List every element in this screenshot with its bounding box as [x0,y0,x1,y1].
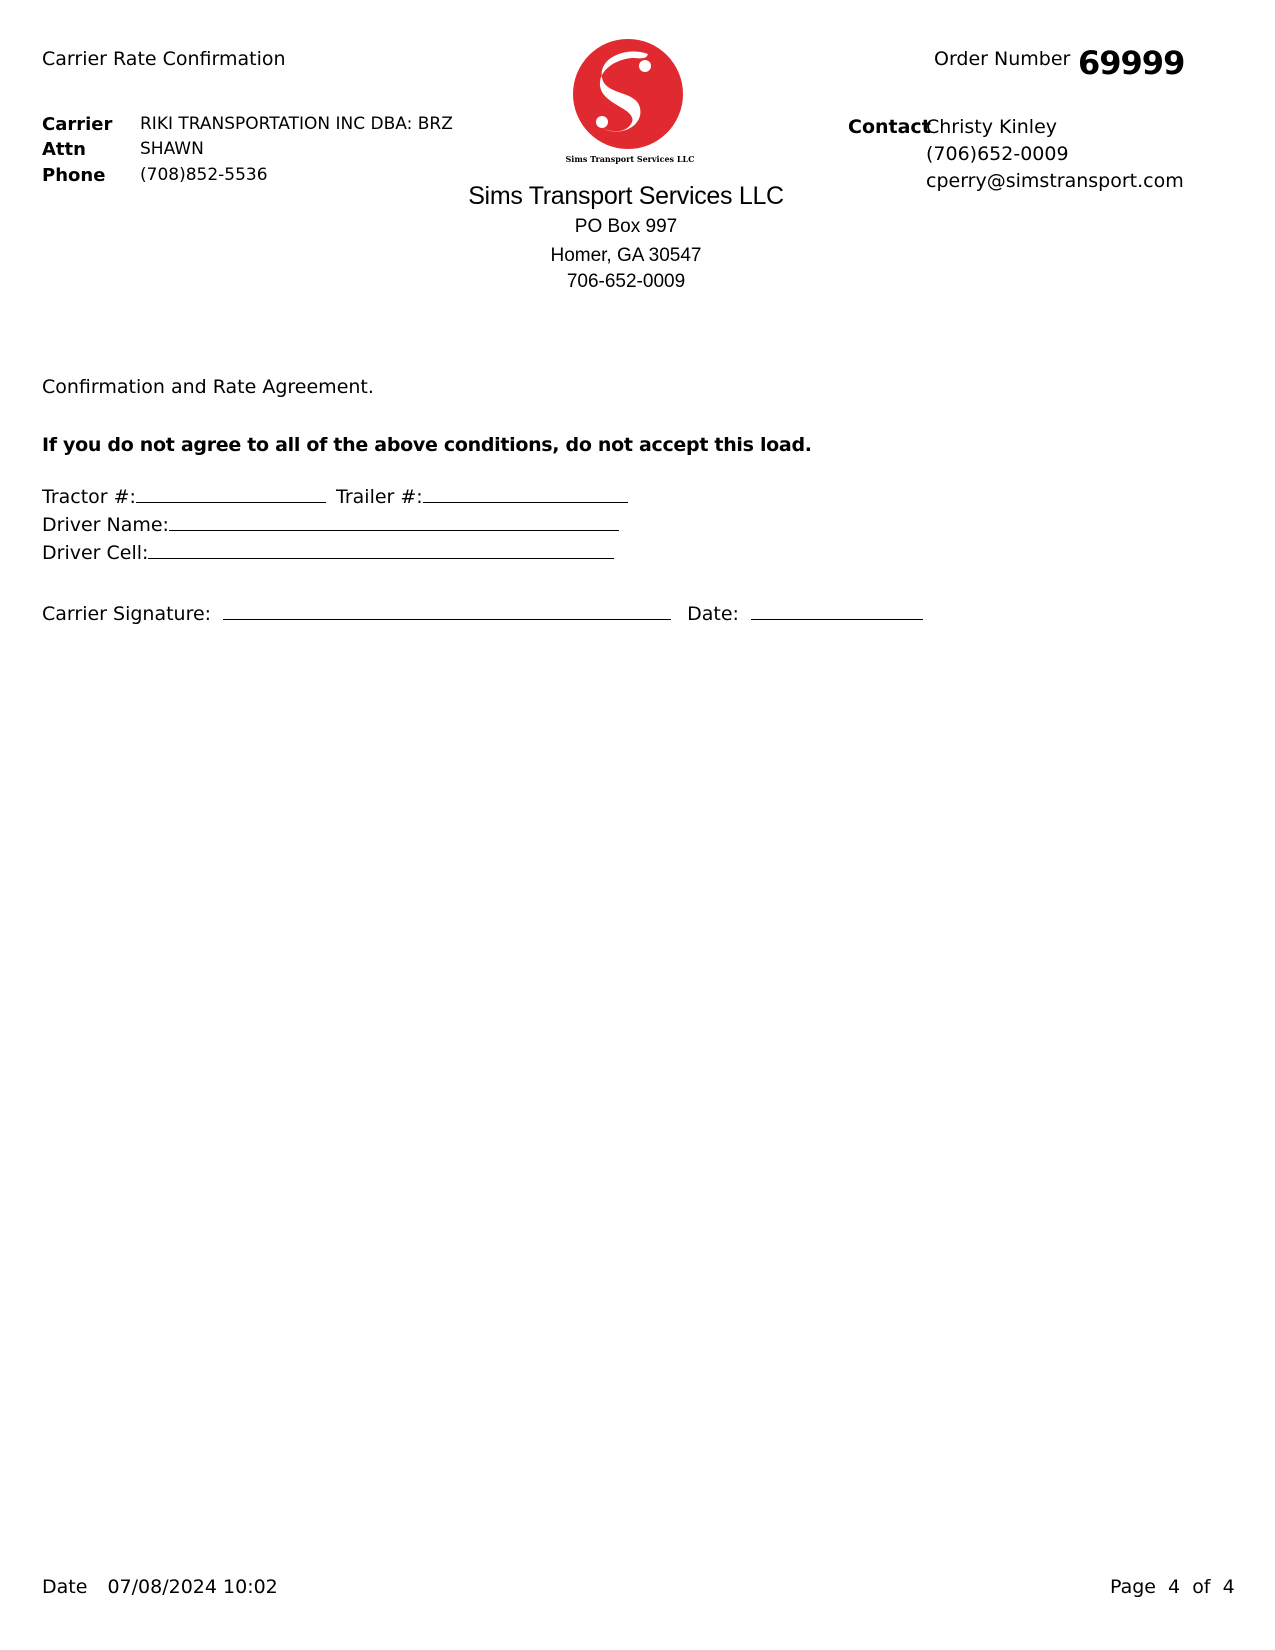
carrier-label: Carrier [42,114,113,135]
phone-value: (708)852-5536 [140,165,268,185]
signature-row [42,601,923,625]
driver-cell-row [42,540,614,564]
tractor-trailer-row [42,484,628,508]
logo-icon [540,36,720,172]
contact-email: cperry@simstransport.com [926,170,1184,192]
trailer-field[interactable] [423,484,628,503]
footer-page-current: 4 [1168,1576,1181,1598]
driver-name-field[interactable] [169,512,619,531]
driver-name-row [42,512,619,536]
attn-label: Attn [42,139,86,160]
warning-text: If you do not agree to all of the above conditions, do not accept this load. [42,434,812,456]
footer-date-value: 07/08/2024 10:02 [107,1576,278,1598]
company-name: Sims Transport Services LLC [468,182,784,210]
order-number-value: 69999 [1078,44,1185,82]
footer-page [1110,1576,1235,1598]
signature-label: Carrier Signature: [42,603,212,625]
order-number-label: Order Number [934,48,1071,70]
driver-name-label: Driver Name: [42,514,169,536]
agreement-text: Confirmation and Rate Agreement. [42,376,374,398]
tractor-field[interactable] [136,484,326,503]
date-field[interactable] [751,601,923,620]
contact-phone: (706)652-0009 [926,143,1069,165]
footer-date [42,1576,278,1598]
footer-page-of: of [1192,1576,1211,1598]
logo-caption: Sims Transport Services LLC [565,154,695,164]
company-po-box: PO Box 997 [574,216,678,237]
contact-label: Contact [848,116,931,138]
company-logo [540,36,720,172]
tractor-label: Tractor #: [42,486,136,508]
company-city-state-zip: Homer, GA 30547 [550,245,702,266]
phone-label: Phone [42,165,106,186]
date-label: Date: [687,603,739,625]
attn-value: SHAWN [140,139,204,159]
footer-page-label: Page [1110,1576,1156,1598]
document-title: Carrier Rate Confirmation [42,48,286,70]
driver-cell-field[interactable] [148,540,614,559]
carrier-value: RIKI TRANSPORTATION INC DBA: BRZ [140,114,453,134]
footer-page-total: 4 [1222,1576,1235,1598]
trailer-label: Trailer #: [336,486,423,508]
contact-name: Christy Kinley [926,116,1058,138]
signature-field[interactable] [223,601,671,620]
driver-cell-label: Driver Cell: [42,542,149,564]
company-phone: 706-652-0009 [566,271,686,292]
footer-date-label: Date [42,1576,88,1598]
